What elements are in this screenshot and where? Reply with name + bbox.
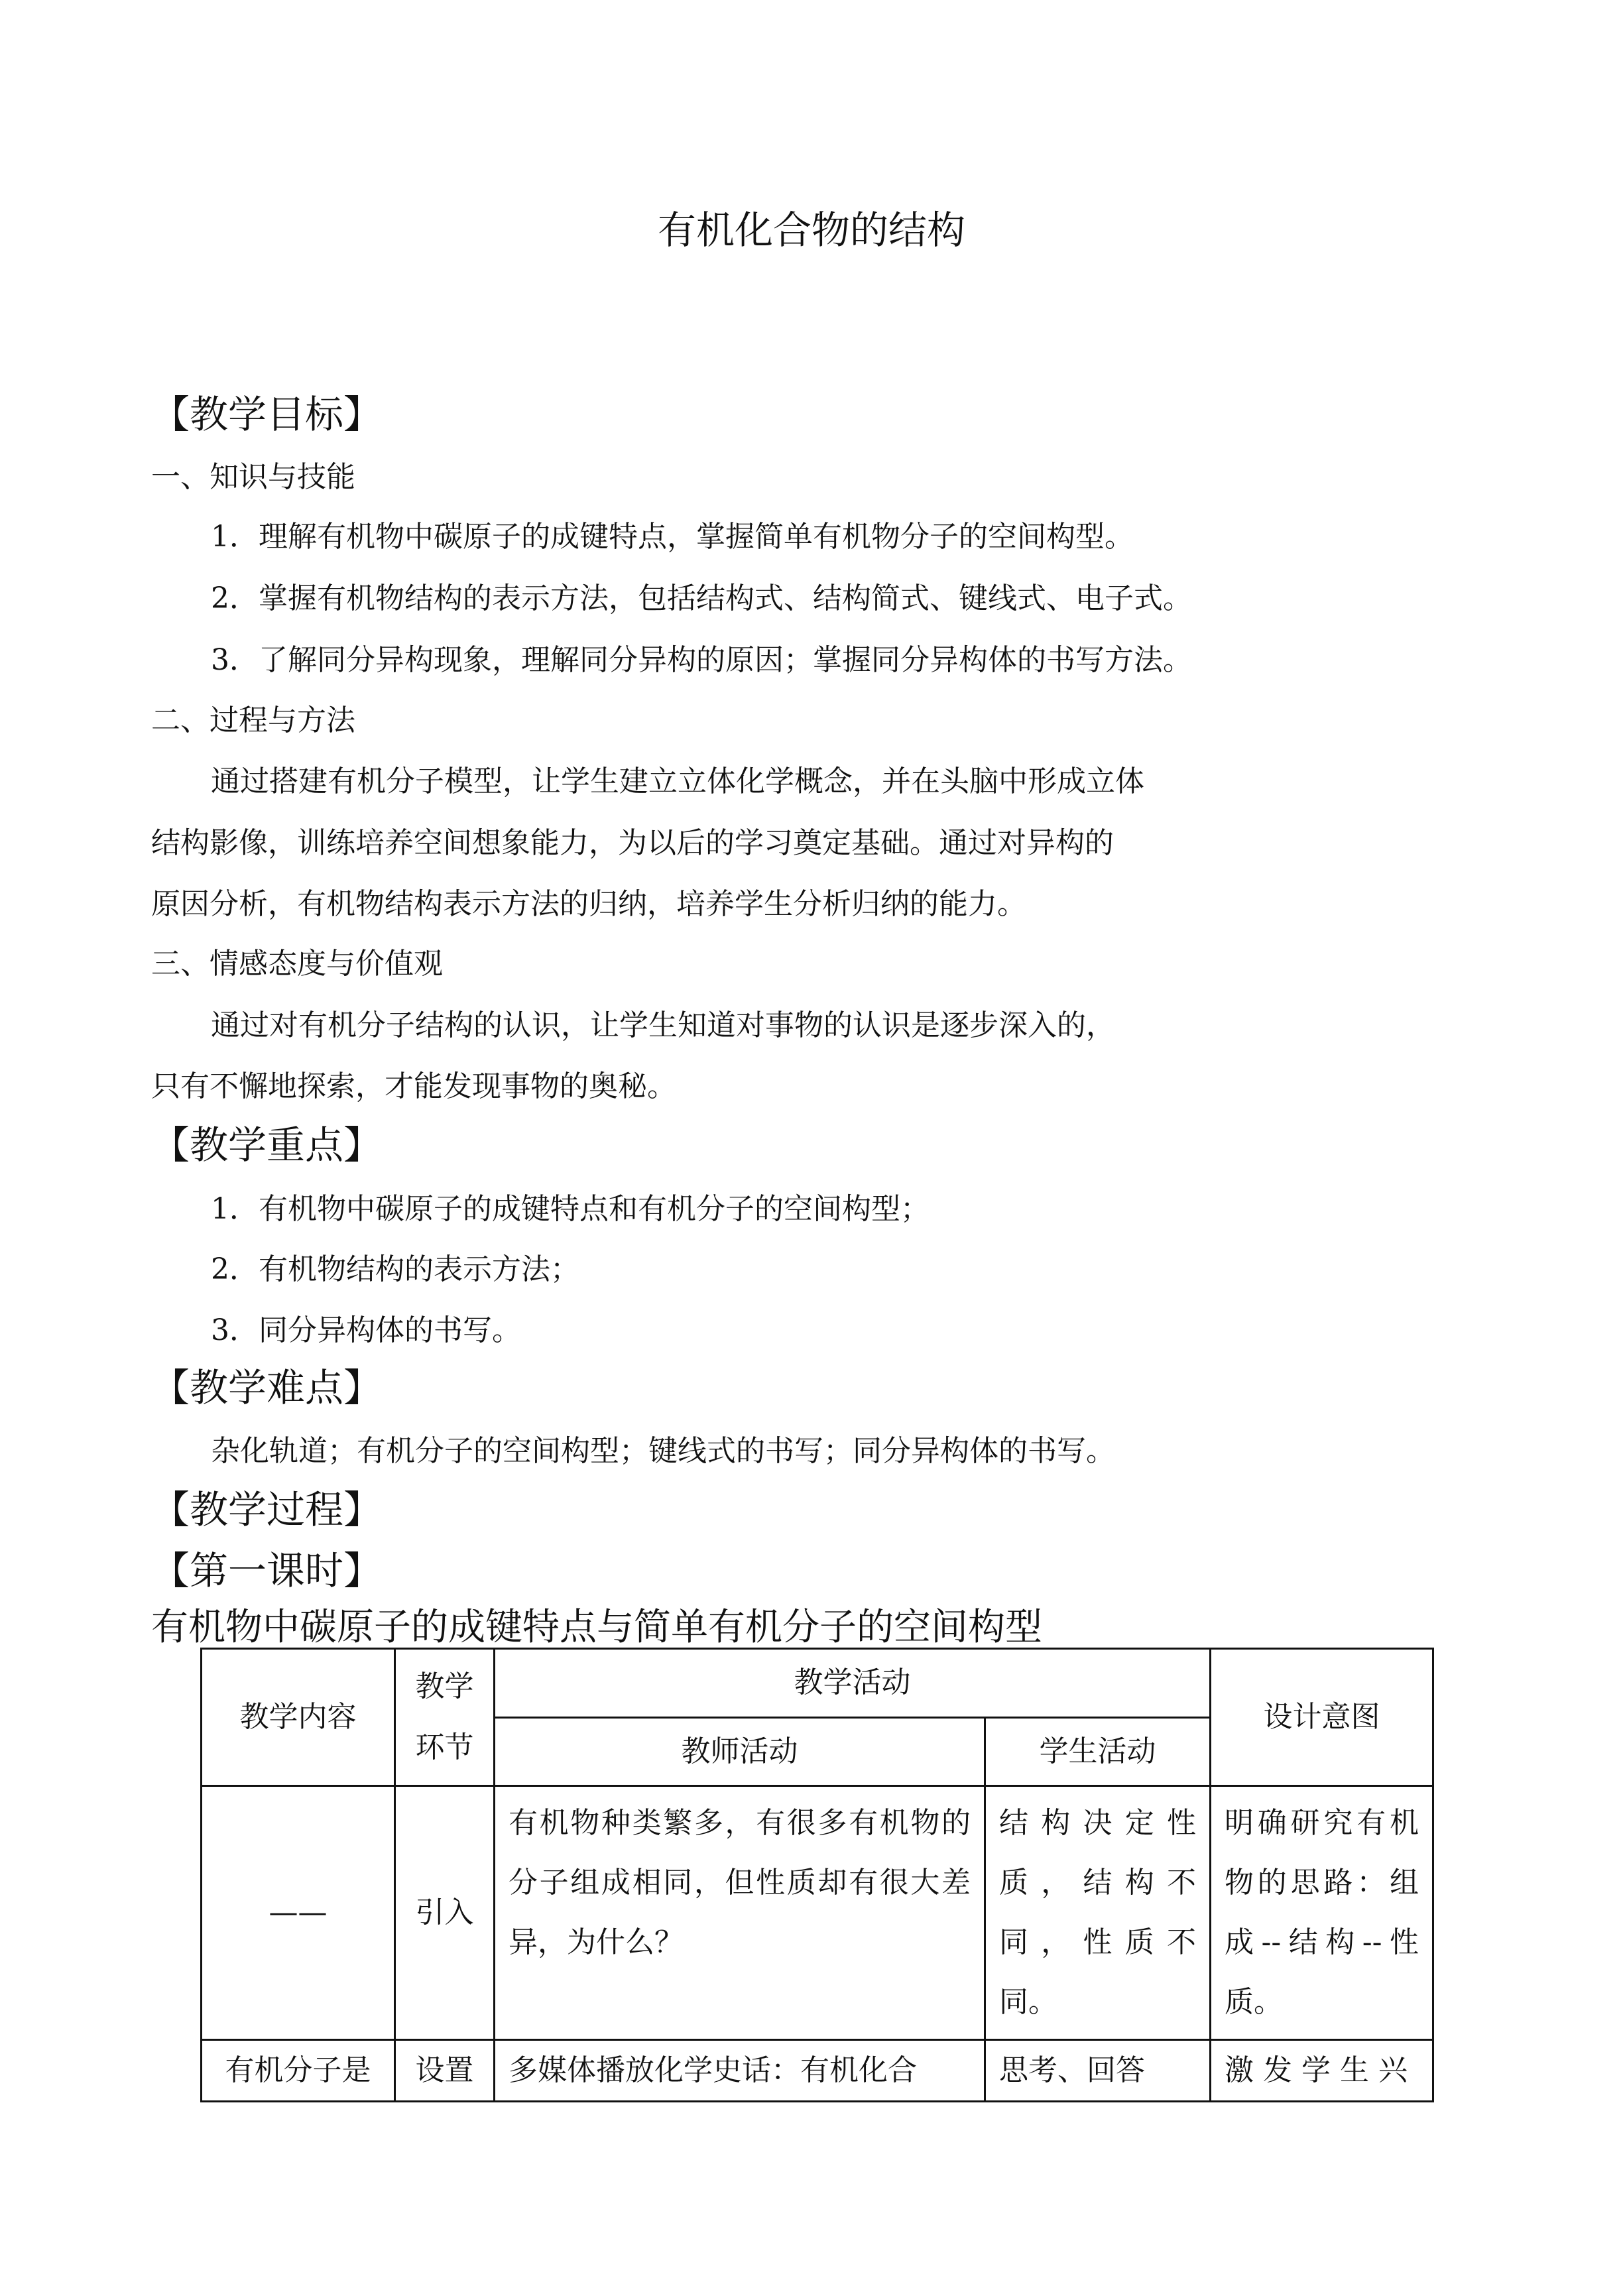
row-teacher: 有机物种类繁多，有很多有机物的分子组成相同，但性质却有很大差异，为什么？ <box>495 1786 985 2040</box>
page-title: 有机化合物的结构 <box>657 208 965 253</box>
key-point-3: 3．同分异构体的书写。 <box>211 1313 521 1347</box>
knowledge-item-3: 3．了解同分异构现象，理解同分异构的原因；掌握同分异构体的书写方法。 <box>211 643 1192 677</box>
process-heading: 二、过程与方法 <box>151 703 355 737</box>
key-point-1: 1．有机物中碳原子的成键特点和有机分子的空间构型； <box>211 1192 930 1226</box>
difficulties-heading: 【教学难点】 <box>151 1365 383 1410</box>
header-intent: 设计意图 <box>1211 1649 1433 1786</box>
lesson-title: 有机物中碳原子的成键特点与简单有机分子的空间构型 <box>151 1606 1042 1649</box>
knowledge-item-1: 1．理解有机物中碳原子的成键特点，掌握简单有机物分子的空间构型。 <box>211 520 1134 554</box>
row-student: 思考、回答 <box>985 2040 1211 2102</box>
difficulties-text: 杂化轨道；有机分子的空间构型；键线式的书写；同分异构体的书写。 <box>211 1434 1115 1468</box>
knowledge-heading: 一、知识与技能 <box>151 460 355 494</box>
row-intent: 激发学生兴 <box>1211 2040 1433 2102</box>
lesson-plan-table <box>200 1648 1434 2102</box>
header-student: 学生活动 <box>985 1717 1211 1786</box>
header-stage: 教学环节 <box>395 1649 495 1786</box>
process-line-1: 通过搭建有机分子模型，让学生建立立体化学概念，并在头脑中形成立体 <box>211 764 1144 798</box>
row-teacher: 多媒体播放化学史话：有机化合 <box>495 2040 985 2102</box>
goals-heading: 【教学目标】 <box>151 392 383 437</box>
table-row <box>202 1786 1433 2040</box>
row-stage: 引入 <box>395 1786 495 2040</box>
row-intent: 明确研究有机物的思路：组成--结构--性质。 <box>1211 1786 1433 2040</box>
row-content: 有机分子是 <box>202 2040 395 2102</box>
process-section-heading: 【教学过程】 <box>151 1487 383 1532</box>
header-content: 教学内容 <box>202 1649 395 1786</box>
header-teacher: 教师活动 <box>495 1717 985 1786</box>
attitude-heading: 三、情感态度与价值观 <box>151 947 443 981</box>
attitude-line-1: 通过对有机分子结构的认识，让学生知道对事物的认识是逐步深入的， <box>211 1008 1115 1042</box>
process-line-2: 结构影像，训练培养空间想象能力，为以后的学习奠定基础。通过对异构的 <box>151 826 1114 860</box>
header-activity: 教学活动 <box>495 1649 1211 1718</box>
attitude-line-2: 只有不懈地探索，才能发现事物的奥秘。 <box>151 1069 676 1103</box>
row-content: —— <box>202 1786 395 2040</box>
lesson-heading: 【第一课时】 <box>151 1548 383 1593</box>
row-student: 结构决定性质，结构不同，性质不同。 <box>985 1786 1211 2040</box>
key-point-2: 2．有机物结构的表示方法； <box>211 1252 579 1286</box>
key-points-heading: 【教学重点】 <box>151 1122 383 1168</box>
knowledge-item-2: 2．掌握有机物结构的表示方法，包括结构式、结构简式、键线式、电子式。 <box>211 581 1192 615</box>
row-stage: 设置 <box>395 2040 495 2102</box>
table-row <box>202 2040 1433 2102</box>
process-line-3: 原因分析，有机物结构表示方法的归纳，培养学生分析归纳的能力。 <box>151 887 1026 921</box>
table-header-row <box>202 1649 1433 1718</box>
